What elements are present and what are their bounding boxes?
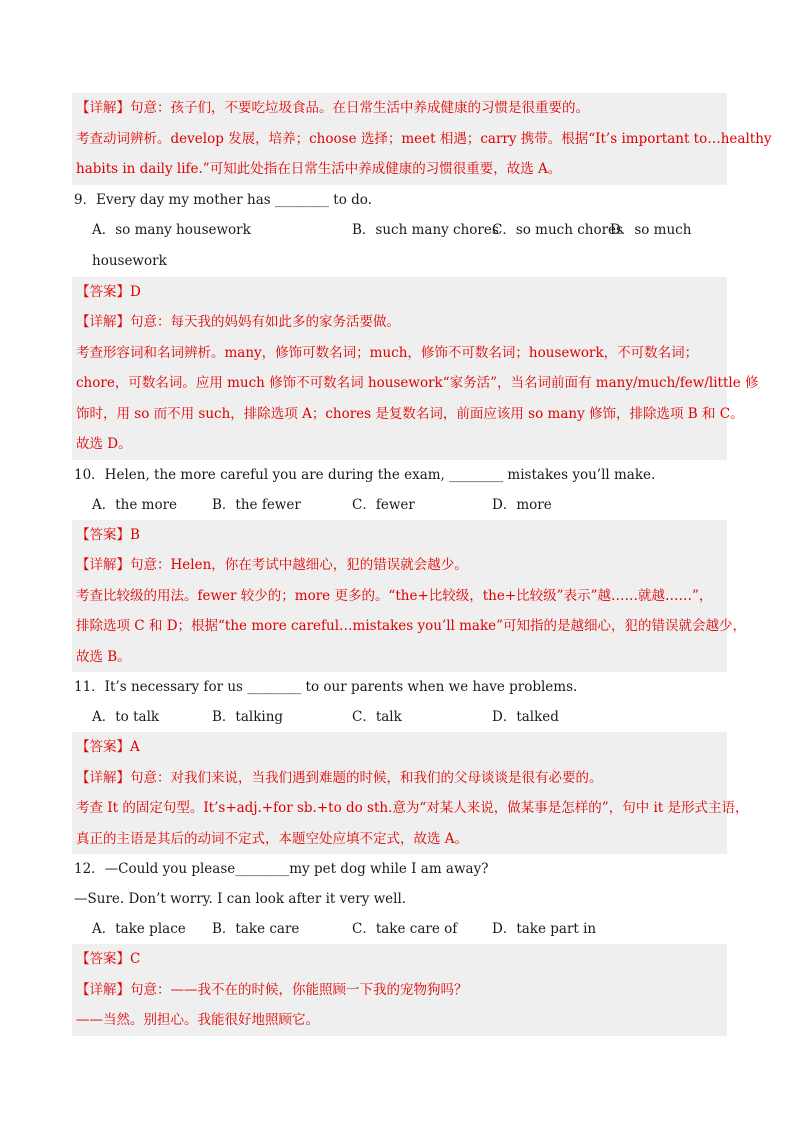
- q8-explain-line-2: 考查动词辨析。develop 发展，培养；choose 选择；meet 相遇；carry 携带。根据“It’s important to…healthy: [76, 130, 772, 147]
- q10-option-d: D．more: [492, 496, 552, 513]
- q10-explain-line-3: 排除选项 C 和 D；根据“the more careful…mistakes you’ll make”可知指的是越细心，犯的错误就会越少，: [76, 618, 747, 634]
- q9-stem: 9．Every day my mother has ________ to do.: [74, 191, 372, 208]
- q12-stem-reply: —Sure. Don’t worry. I can look after it very well.: [74, 891, 407, 907]
- q12-explain-line-2: ——当然。别担心。我能很好地照顾它。: [76, 1012, 319, 1028]
- q9-explain-line-4: 饰时，用 so 而不用 such，排除选项 A；chores 是复数名词，前面应该用 so many 修饰，排除选项 B 和 C。: [76, 405, 744, 422]
- q10-answer: 【答案】B: [76, 526, 140, 543]
- q11-option-a: A．to talk: [92, 709, 160, 725]
- q11-option-c: C．talk: [352, 709, 402, 725]
- q11-explain-line-3: 真正的主语是其后的动词不定式，本题空处应填不定式，故选 A。: [76, 830, 469, 847]
- q10-option-b: B．the fewer: [212, 496, 301, 513]
- q12-option-d: D．take part in: [492, 921, 597, 937]
- q12-options: [72, 914, 727, 944]
- q9-option-a: A．so many housework: [92, 221, 251, 238]
- q9-option-d: D．so much: [610, 221, 692, 238]
- q10-options: [72, 490, 727, 520]
- q9-explain-line-5: 故选 D。: [76, 436, 132, 452]
- q12-answer-block: [72, 944, 727, 1036]
- q10-stem: 10．Helen, the more careful you are during the exam, ________ mistakes you’ll make.: [74, 466, 656, 483]
- q9-option-d-continued: housework: [92, 252, 167, 269]
- q12-option-c: C．take care of: [352, 921, 458, 937]
- q11-stem: 11．It’s necessary for us ________ to our parents when we have problems.: [74, 679, 578, 695]
- q12-answer: 【答案】C: [76, 951, 141, 967]
- q11-explain-line-1: 【详解】句意：对我们来说，当我们遇到难题的时候，和我们的父母谈谈是很有必要的。: [76, 769, 603, 786]
- q11-explain-line-2: 考查 It 的固定句型。It’s+adj.+for sb.+to do sth.意为“对某人来说，做某事是怎样的”，句中 it 是形式主语，: [76, 800, 749, 816]
- q8-explanation-block: [72, 93, 772, 185]
- q12-stem: 12．—Could you please________my pet dog while I am away?: [74, 861, 489, 877]
- q12-option-a: A．take place: [92, 921, 186, 937]
- q11-option-b: B．talking: [212, 709, 284, 725]
- q9-explain-line-3: chore，可数名词。应用 much 修饰不可数名词 housework“家务活”，当名词前面有 many/much/few/little 修: [76, 375, 759, 391]
- q9-options: [72, 215, 727, 245]
- q9-option-c: C．so much chores: [492, 221, 623, 238]
- q10-option-c: C．fewer: [352, 496, 415, 513]
- q10-answer-block: [72, 520, 747, 673]
- q9-explain-line-1: 【详解】句意：每天我的妈妈有如此多的家务活要做。: [76, 314, 400, 330]
- q9-answer: 【答案】D: [76, 283, 141, 300]
- q12-option-b: B．take care: [212, 921, 300, 937]
- q9-answer-block: [72, 277, 759, 460]
- q11-options: [72, 702, 727, 732]
- q10-explain-line-2: 考查比较级的用法。fewer 较少的；more 更多的。“the+比较级，the+比较级”表示”越……就越……”，: [76, 587, 713, 604]
- q11-answer-block: [72, 732, 749, 854]
- document-page: [72, 93, 772, 1036]
- q8-explain-line-3: habits in daily life.”可知此处指在日常生活中养成健康的习惯很重要，故选 A。: [76, 161, 562, 177]
- q10-option-a: A．the more: [92, 496, 178, 513]
- q10-explain-line-4: 故选 B。: [76, 648, 131, 665]
- q8-explain-line-1: 【详解】句意：孩子们，不要吃垃圾食品。在日常生活中养成健康的习惯是很重要的。: [76, 100, 589, 116]
- q11-option-d: D．talked: [492, 709, 559, 725]
- q12-explain-line-1: 【详解】句意：——我不在的时候，你能照顾一下我的宠物狗吗？: [76, 981, 468, 998]
- q9-explain-line-2: 考查形容词和名词辨析。many，修饰可数名词；much，修饰不可数名词；housework，不可数名词；: [76, 344, 699, 361]
- q10-explain-line-1: 【详解】句意：Helen，你在考试中越细心，犯的错误就会越少。: [76, 557, 468, 573]
- q9-option-b: B．such many chores: [352, 221, 499, 238]
- q11-answer: 【答案】A: [76, 739, 140, 755]
